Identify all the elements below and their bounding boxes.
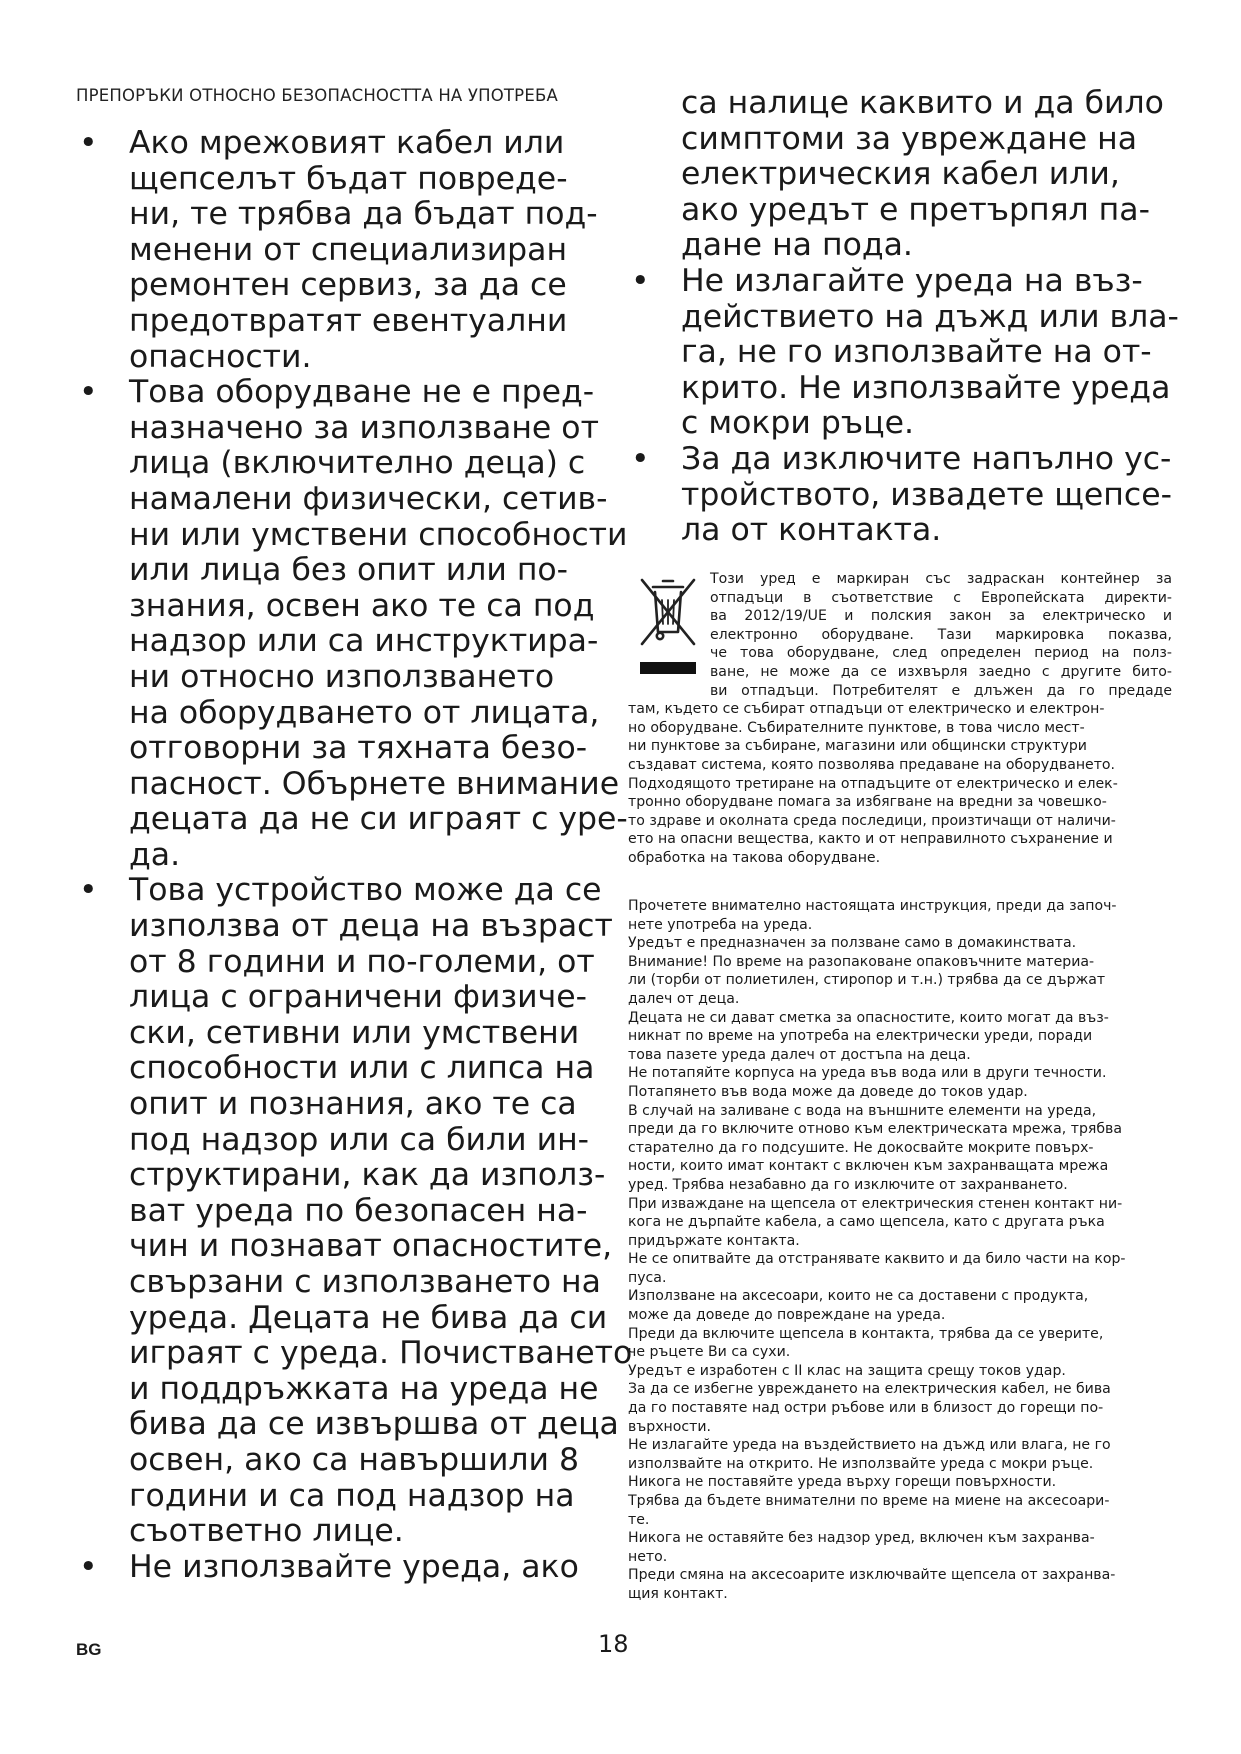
text-line: Никога не поставяйте уреда върху горещи повърхности.	[628, 1474, 1057, 1491]
text-line: децата да не си играят с уре-	[129, 801, 628, 838]
text-line: Преди да включите щепсела в контакта, трябва да се уверите,	[628, 1325, 1104, 1342]
text-line: За да изключите напълно ус-	[681, 440, 1172, 477]
weee-notice	[628, 570, 1172, 868]
text-line: никнат по време на употреба на електрически уреди, поради	[628, 1028, 1093, 1045]
left-column	[76, 125, 633, 1585]
right-column	[628, 85, 1179, 549]
text-line: лица с ограничени физиче-	[129, 979, 587, 1016]
text-line: намалени физически, сетив-	[129, 480, 608, 517]
text-line: дане на пода.	[681, 227, 913, 264]
text-line: пасност. Обърнете внимание	[129, 765, 620, 802]
text-line: кога не дърпайте кабела, а само щепсела, като с другата ръка	[628, 1214, 1105, 1231]
text-line: Не излагайте уреда на въздействието на дъжд или влага, не го	[628, 1437, 1111, 1454]
text-line: ремонтен сервиз, за да се	[129, 267, 567, 304]
weee-text	[628, 570, 1172, 868]
text-line: При изваждане на щепсела от електрическия стенен контакт ни-	[628, 1195, 1123, 1212]
text-line: но оборудване. Събирателните пунктове, в това число мест-	[628, 719, 1085, 736]
bullet-item	[76, 374, 628, 873]
text-line: надзор или са инструктира-	[129, 623, 599, 660]
text-line: Уредът е изработен с II клас на защита срещу токов удар.	[628, 1362, 1066, 1379]
text-line: бива да се извършва от деца	[129, 1406, 619, 1443]
text-line: щия контакт.	[628, 1585, 728, 1602]
text-line: Децата не си дават сметка за опасностите, които могат да въз-	[628, 1009, 1109, 1026]
bullet-dot: •	[631, 440, 650, 477]
text-line: играят с уреда. Почистването	[129, 1335, 633, 1372]
text-line: че ръцете Ви са сухи.	[628, 1344, 791, 1361]
text-line: ни или умствени способности	[129, 516, 628, 553]
text-line: щепселът бъдат повреде-	[129, 160, 568, 197]
bullet-item	[628, 442, 1172, 549]
text-line: За да се избегне увреждането на електрическия кабел, не бива	[628, 1381, 1111, 1398]
text-line: да.	[129, 836, 181, 873]
text-line: лица (включително деца) с	[129, 445, 586, 482]
text-line: използвайте на открито. Не използвайте уреда с мокри ръце.	[628, 1455, 1094, 1472]
text-line: или лица без опит или по-	[129, 552, 569, 589]
text-line: менени от специализиран	[129, 231, 568, 268]
text-line: предотвратят евентуални	[129, 302, 568, 339]
bullet-dot: •	[79, 374, 98, 411]
text-line: свързани с използването на	[129, 1264, 601, 1300]
text-line: Преди смяна на аксесоарите изключвайте щепсела от захранва-	[628, 1567, 1116, 1584]
text-line: Това оборудване не е пред-	[129, 374, 595, 411]
text-line: са налице каквито и да било	[681, 85, 1164, 121]
bullet-item	[76, 872, 633, 1550]
text-line: старателно да го подсушите. Не докосвайте мокрите повърх-	[628, 1139, 1094, 1156]
text-line: там, където се събират отпадъци от електрическо и електрон-	[628, 701, 1105, 718]
bullet-dot: •	[631, 262, 650, 299]
text-line: Ако мрежовият кабел или	[129, 125, 565, 161]
text-line: на оборудването от лицата,	[129, 694, 600, 731]
text-line: Внимание! По време на разопаковане опаковъчните материа-	[628, 953, 1095, 970]
text-line: и поддръжката на уреда не	[129, 1370, 599, 1407]
text-line: освен, ако са навършили 8	[129, 1441, 580, 1478]
text-line: нете употреба на уреда.	[628, 916, 813, 933]
text-line: ако уредът е претърпял па-	[681, 191, 1150, 228]
text-line: това пазете уреда далеч от достъпа на деца.	[628, 1046, 971, 1063]
text-line: може да доведе до повреждане на уреда.	[628, 1307, 946, 1324]
language-code: BG	[76, 1640, 102, 1659]
bullet-dot: •	[79, 872, 98, 909]
text-line: използва от деца на възраст	[129, 908, 613, 945]
text-line: нето.	[628, 1548, 668, 1565]
page-number: 18	[598, 1630, 629, 1658]
text-line: обработка на такова оборудване.	[628, 849, 881, 866]
text-line: те.	[628, 1511, 650, 1528]
text-line: уреда. Децата не бива да си	[129, 1299, 608, 1336]
text-line: Потапянето във вода може да доведе до токов удар.	[628, 1083, 1028, 1100]
text-line: тронно оборудване помага за избягване на вредни за човешко-	[628, 794, 1107, 811]
text-line: върхности.	[628, 1418, 711, 1435]
text-line: ла от контакта.	[681, 512, 942, 549]
text-line: ни относно използването	[129, 658, 555, 695]
text-line: Това устройство може да се	[129, 872, 602, 909]
text-line: от 8 години и по-големи, от	[129, 943, 595, 980]
bullet-dot: •	[79, 1548, 98, 1585]
text-line: В случай на заливане с вода на външните елементи на уреда,	[628, 1102, 1097, 1119]
text-line: знания, освен ако те са под	[129, 587, 595, 624]
text-line: уред. Трябва незабавно да го изключите от захранването.	[628, 1176, 1068, 1193]
text-line: ни пунктове за събиране, магазини или общински структури	[628, 738, 1087, 755]
text-line: че това оборудване, след определен период на полз-	[710, 645, 1172, 662]
text-line: ности, които имат контакт с включен към захранващата мрежа	[628, 1158, 1109, 1175]
text-line: тройството, извадете щепсе-	[681, 476, 1172, 513]
text-line: способности или с липса на	[129, 1050, 595, 1087]
text-line: години и са под надзор на	[129, 1477, 575, 1514]
text-line: действието на дъжд или вла-	[681, 298, 1179, 335]
text-line: Не се опитвайте да отстранявате каквито и да било части на кор-	[628, 1251, 1126, 1268]
safety-notes	[628, 897, 1172, 1604]
text-line: га, не го използвайте на от-	[681, 334, 1152, 371]
text-line: електронно оборудване. Тази маркировка показва,	[710, 626, 1172, 643]
bullet-item	[628, 262, 1179, 442]
text-line: Уредът е предназначен за ползване само в домакинствата.	[628, 935, 1077, 952]
text-line: ски, сетивни или умствени	[129, 1014, 580, 1051]
text-line: симптоми за увреждане на	[681, 120, 1138, 157]
text-line: Трябва да бъдете внимателни по време на миене на аксесоари-	[628, 1493, 1110, 1509]
text-line: ни, те трябва да бъдат под-	[129, 196, 598, 233]
text-line: Не използвайте уреда, ако	[129, 1548, 579, 1585]
text-line: придържате контакта.	[628, 1232, 800, 1249]
text-line: с мокри ръце.	[681, 405, 914, 442]
text-line: Прочетете внимателно настоящата инструкция, преди да започ-	[628, 898, 1117, 914]
text-line: Никога не оставяйте без надзор уред, включен към захранва-	[628, 1530, 1095, 1547]
text-line: чин и познават опасностите,	[129, 1228, 613, 1265]
text-line: пуса.	[628, 1269, 667, 1286]
text-line: ви отпадъци. Потребителят е длъжен да го предаде	[710, 682, 1172, 699]
text-line: ват уреда по безопасен на-	[129, 1192, 588, 1229]
text-line: ли (торби от полиетилен, стиропор и т.н.) трябва да се държат	[628, 972, 1106, 989]
text-line: под надзор или са били ин-	[129, 1121, 590, 1158]
text-line: електрическия кабел или,	[681, 156, 1120, 193]
text-line: опит и познания, ако те са	[129, 1086, 577, 1123]
text-line: създават система, която позволява предаване на оборудването.	[628, 756, 1116, 773]
bullet-dot: •	[79, 125, 98, 161]
text-line: структирани, как да използ-	[129, 1157, 606, 1194]
text-line: крито. Не използвайте уреда	[681, 369, 1171, 406]
text-line: опасности.	[129, 338, 312, 375]
text-line: Не потапяйте корпуса на уреда във вода или в други течности.	[628, 1065, 1107, 1082]
text-line: да го поставяте над остри ръбове или в близост до горещи по-	[628, 1400, 1104, 1417]
text-line: преди да го включите отново към електрическата мрежа, трябва	[628, 1121, 1122, 1138]
section-heading: ПРЕПОРЪКИ ОТНОСНО БЕЗОПАСНОСТТА НА УПОТРЕБА	[76, 86, 558, 105]
text-line: ето на опасни вещества, както и от неправилното съхранение и	[628, 831, 1113, 848]
text-line: назначено за използване от	[129, 409, 599, 446]
text-line: отпадъци в съответствие с Европейската директи-	[710, 589, 1172, 606]
text-line: Не излагайте уреда на въз-	[681, 262, 1143, 299]
bullet-item	[76, 1550, 622, 1586]
text-line: то здраве и околната среда последици, произтичащи от наличи-	[628, 812, 1116, 829]
continued-bullet	[628, 86, 1172, 264]
text-line: ва 2012/19/UE и полския закон за електрическо и	[710, 608, 1172, 625]
text-line: съответно лице.	[129, 1513, 404, 1550]
bullet-item	[76, 126, 622, 375]
text-line: далеч от деца.	[628, 990, 740, 1007]
text-line: Този уред е маркиран със задраскан контейнер за	[710, 571, 1172, 587]
text-line: Използване на аксесоари, които не са доставени с продукта,	[628, 1288, 1089, 1305]
text-line: ване, не може да се изхвърля заедно с другите бито-	[710, 663, 1172, 680]
text-line: отговорни за тяхната безо-	[129, 730, 588, 767]
text-line: Подходящото третиране на отпадъците от електрическо и елек-	[628, 775, 1118, 792]
